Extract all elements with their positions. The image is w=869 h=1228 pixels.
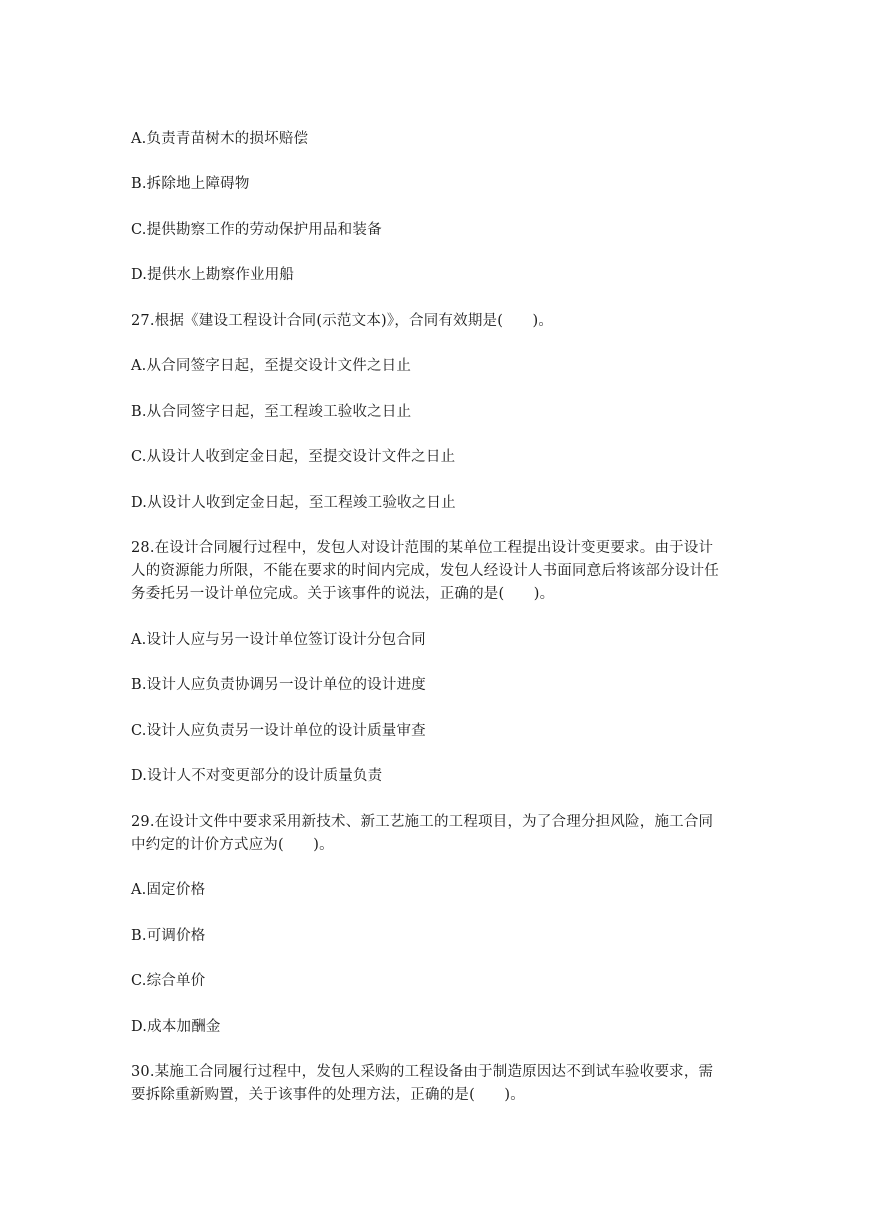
q28-option-b: B.设计人应负责协调另一设计单位的设计进度 — [131, 677, 426, 693]
q30-stem-line-2: 要拆除重新购置，关于该事件的处理方法，正确的是( )。 — [131, 1087, 525, 1103]
q27-option-d: D.从设计人收到定金日起，至工程竣工验收之日止 — [131, 495, 456, 511]
q28-stem-line-1: 28.在设计合同履行过程中，发包人对设计范围的某单位工程提出设计变更要求。由于设计 — [131, 540, 714, 556]
q28-stem-line-3: 务委托另一设计单位完成。关于该事件的说法，正确的是( )。 — [131, 586, 555, 602]
q27-option-a: A.从合同签字日起，至提交设计文件之日止 — [131, 358, 412, 374]
q29-option-d: D.成本加酬金 — [131, 1019, 221, 1035]
q28-option-c: C.设计人应负责另一设计单位的设计质量审查 — [131, 723, 426, 739]
q29-option-a: A.固定价格 — [131, 882, 206, 898]
q28-option-d: D.设计人不对变更部分的设计质量负责 — [131, 768, 383, 784]
q26-option-a: A.负责青苗树木的损坏赔偿 — [131, 131, 309, 147]
q26-option-c: C.提供勘察工作的劳动保护用品和装备 — [131, 222, 382, 238]
q30-stem-line-1: 30.某施工合同履行过程中，发包人采购的工程设备由于制造原因达不到试车验收要求，需 — [131, 1064, 714, 1080]
q27-option-b: B.从合同签字日起，至工程竣工验收之日止 — [131, 404, 412, 420]
q28-option-a: A.设计人应与另一设计单位签订设计分包合同 — [131, 632, 426, 648]
q29-option-c: C.综合单价 — [131, 973, 206, 989]
q28-stem-line-2: 人的资源能力所限，不能在要求的时间内完成，发包人经设计人书面同意后将该部分设计任 — [131, 563, 719, 579]
q26-option-d: D.提供水上勘察作业用船 — [131, 267, 295, 283]
q27-option-c: C.从设计人收到定金日起，至提交设计文件之日止 — [131, 449, 456, 465]
q29-stem-line-2: 中约定的计价方式应为( )。 — [131, 837, 334, 853]
q29-option-b: B.可调价格 — [131, 928, 206, 944]
q26-option-b: B.拆除地上障碍物 — [131, 176, 250, 192]
q27-stem: 27.根据《建设工程设计合同(示范文本)》，合同有效期是( )。 — [131, 313, 554, 329]
q29-stem-line-1: 29.在设计文件中要求采用新技术、新工艺施工的工程项目，为了合理分担风险，施工合同 — [131, 814, 714, 830]
